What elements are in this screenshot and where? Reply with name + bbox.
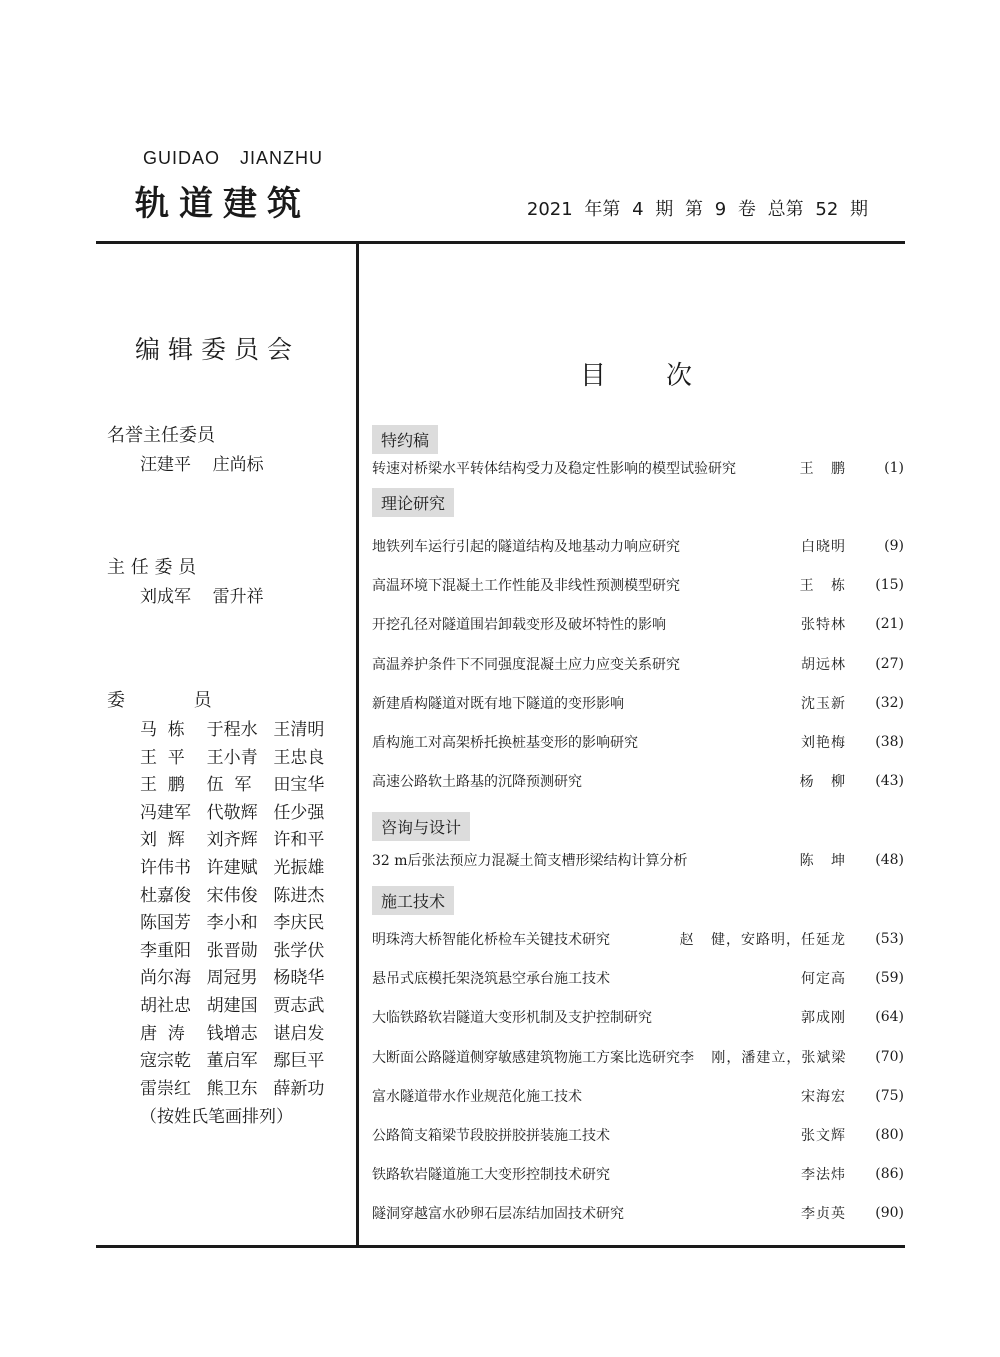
toc-entry-page: (15) [875,577,904,594]
member-name: 陈国芳 [140,913,191,934]
member-name: 胡社忠 [140,996,191,1016]
member-name: 雷崇红 [140,1078,191,1099]
member-name: 马 栋 [140,720,185,740]
toc-entry-title: 32 m后张法预应力混凝土简支槽形梁结构计算分析 [372,853,688,869]
toc-entry-author: 杨 柳 [799,774,846,791]
toc-entry[interactable] [372,770,904,792]
toc-entry[interactable] [372,457,904,479]
toc-entry-page: (1) [884,460,904,476]
toc-entry-page: (75) [875,1087,904,1104]
toc-entry-author: 郭成刚 [801,1010,846,1027]
toc-entry-page: (80) [875,1127,904,1143]
journal-pinyin: GUIDAO JIANZHU [143,148,324,168]
toc-entry-author: 张特林 [801,617,846,634]
member-name: 李庆民 [273,913,325,934]
toc-entry-author: 何定高 [801,971,846,988]
member-name: 李重阳 [140,940,191,961]
toc-section-heading: 特约稿 [372,425,438,454]
toc-entry-page: (90) [875,1205,904,1222]
member-name: 刘 辉 [140,830,185,851]
toc-entry-page: (27) [875,655,904,672]
toc-entry-title: 公路简支箱梁节段胶拼胶拼装施工技术 [372,1128,610,1144]
member-name: 熊卫东 [206,1078,258,1099]
toc-entry-title: 高温环境下混凝土工作性能及非线性预测模型研究 [372,578,680,595]
member-name: 任少强 [273,802,325,823]
toc-title-char-1: 目 [580,361,607,391]
toc-entry-author: 李 刚，潘建立，张斌梁 [680,1049,847,1066]
toc-entry-page: (53) [875,931,904,947]
member-row [140,1019,340,1044]
member-name: 伍 军 [206,775,252,796]
honorary-label: 名誉主任委员 [107,425,215,446]
member-name: 鄢巨平 [273,1051,325,1072]
toc-entry-author: 白晓明 [801,539,846,555]
bottom-rule [96,1245,905,1248]
member-name: 于程水 [206,720,258,740]
toc-entry[interactable] [372,613,904,635]
member-row [140,1074,340,1099]
member-name: 杨晓华 [273,968,325,989]
toc-entry-page: (21) [875,616,904,633]
toc-entry[interactable] [372,574,904,596]
member-name: 贾志武 [273,996,325,1016]
member-name: 张晋勋 [206,940,258,961]
toc-entry-author: 赵 健，安路明，任延龙 [679,932,846,948]
toc-entry[interactable] [372,1163,904,1185]
member-name: 宋伟俊 [206,885,258,906]
toc-entry-title: 高温养护条件下不同强度混凝土应力应变关系研究 [372,656,680,673]
member-name: 胡建国 [206,996,258,1016]
toc-title [580,355,692,392]
members-note: （按姓氏笔画排列） [140,1107,293,1127]
toc-entry-page: (64) [875,1009,904,1026]
toc-entry-page: (32) [875,694,904,711]
toc-entry[interactable] [372,967,904,989]
toc-entry-title: 悬吊式底模托架浇筑悬空承台施工技术 [372,971,610,988]
member-name: 王忠良 [273,747,325,768]
toc-entry-page: (70) [875,1048,904,1065]
toc-entry-author: 王 栋 [799,578,846,595]
member-row [140,1046,340,1071]
toc-entry-author: 王 鹏 [799,461,846,477]
toc-entry-author: 张文辉 [801,1128,846,1144]
toc-entry-author: 陈 坤 [799,853,846,869]
member-name: 田宝华 [273,775,325,796]
member-name: 张学伏 [273,940,325,961]
toc-entry[interactable] [372,1202,904,1224]
member-name: 谌启发 [273,1023,325,1044]
toc-entry[interactable] [372,1046,904,1068]
toc-entry-page: (9) [884,538,904,554]
toc-entry[interactable] [372,1006,904,1028]
member-name: 许伟书 [140,858,191,878]
toc-entry-title: 高速公路软土路基的沉降预测研究 [372,774,582,791]
member-name: 杜嘉俊 [140,885,191,906]
toc-entry[interactable] [372,731,904,753]
toc-entry-title: 铁路软岩隧道施工大变形控制技术研究 [372,1167,610,1184]
toc-entry-title: 大断面公路隧道侧穿敏感建筑物施工方案比选研究 [372,1049,680,1066]
toc-entry-page: (38) [875,734,904,750]
honorary-names: 汪建平 庄尚标 [140,455,264,475]
member-row [140,881,340,906]
toc-entry-title: 地铁列车运行引起的隧道结构及地基动力响应研究 [372,539,680,555]
member-name: 王清明 [273,720,325,740]
top-rule [96,241,905,244]
member-name: 刘齐辉 [206,830,258,851]
member-row [140,825,340,850]
toc-entry-author: 胡远林 [801,656,846,673]
toc-entry-author: 李贞英 [801,1206,846,1223]
member-row [140,908,340,933]
member-name: 许和平 [273,830,325,851]
member-name: 陈进杰 [273,885,325,906]
member-row [140,715,340,740]
toc-entry-title: 开挖孔径对隧道围岩卸载变形及破坏特性的影响 [372,617,666,634]
member-name: 许建赋 [206,858,258,878]
toc-entry-title: 新建盾构隧道对既有地下隧道的变形影响 [372,695,624,712]
toc-entry-title: 隧洞穿越富水砂卵石层冻结加固技术研究 [372,1206,624,1223]
toc-title-char-2: 次 [666,361,693,391]
toc-section-heading: 咨询与设计 [372,812,470,841]
director-names: 刘成军 雷升祥 [140,587,264,607]
member-name: 薛新功 [273,1078,325,1099]
toc-entry-page: (86) [875,1166,904,1183]
member-name: 钱增志 [206,1023,258,1044]
toc-entry[interactable] [372,849,904,871]
member-row [140,798,340,823]
toc-entry-author: 宋海宏 [801,1088,846,1105]
toc-entry[interactable] [372,1124,904,1146]
member-name: 唐 涛 [140,1023,185,1044]
member-name: 冯建军 [140,802,191,823]
member-name: 王 平 [140,747,185,768]
member-name: 董启军 [206,1051,258,1072]
toc-entry[interactable] [372,692,904,714]
journal-title: 轨道建筑 [135,184,311,224]
toc-entry[interactable] [372,1085,904,1107]
member-row [140,743,340,768]
toc-entry-page: (48) [875,852,904,868]
toc-entry-title: 转速对桥梁水平转体结构受力及稳定性影响的模型试验研究 [372,461,736,477]
toc-entry-title: 富水隧道带水作业规范化施工技术 [372,1088,582,1105]
toc-section-heading: 理论研究 [372,488,454,517]
toc-entry-author: 刘艳梅 [801,735,846,751]
members-label: 委 员 [107,690,212,711]
column-divider [356,244,359,1245]
toc-entry-page: (59) [875,970,904,987]
toc-entry-title: 明珠湾大桥智能化桥检车关键技术研究 [372,932,610,948]
member-name: 光振雄 [273,858,325,878]
board-title: 编辑委员会 [135,335,301,364]
issue-info: 2021 年第 4 期 第 9 卷 总第 52 期 [526,199,868,220]
member-name: 寇宗乾 [140,1051,191,1072]
member-name: 王小青 [206,747,258,768]
toc-entry[interactable] [372,928,904,950]
toc-entry-page: (43) [875,773,904,790]
toc-entry-title: 盾构施工对高架桥托换桩基变形的影响研究 [372,735,638,751]
member-row [140,770,340,795]
toc-entry-author: 李法炜 [801,1167,846,1184]
member-name: 李小和 [206,913,258,934]
toc-entry-title: 大临铁路软岩隧道大变形机制及支护控制研究 [372,1010,652,1027]
member-row [140,963,340,988]
toc-section-heading: 施工技术 [372,886,454,915]
member-row [140,991,340,1016]
member-row [140,936,340,961]
member-row [140,853,340,878]
toc-entry[interactable] [372,535,904,557]
director-label: 主 任 委 员 [107,557,197,578]
member-name: 王 鹏 [140,775,185,796]
toc-entry[interactable] [372,653,904,675]
toc-entry-author: 沈玉新 [801,695,846,712]
member-name: 代敬辉 [206,802,258,823]
member-name: 尚尔海 [140,968,191,989]
member-name: 周冠男 [206,968,258,989]
